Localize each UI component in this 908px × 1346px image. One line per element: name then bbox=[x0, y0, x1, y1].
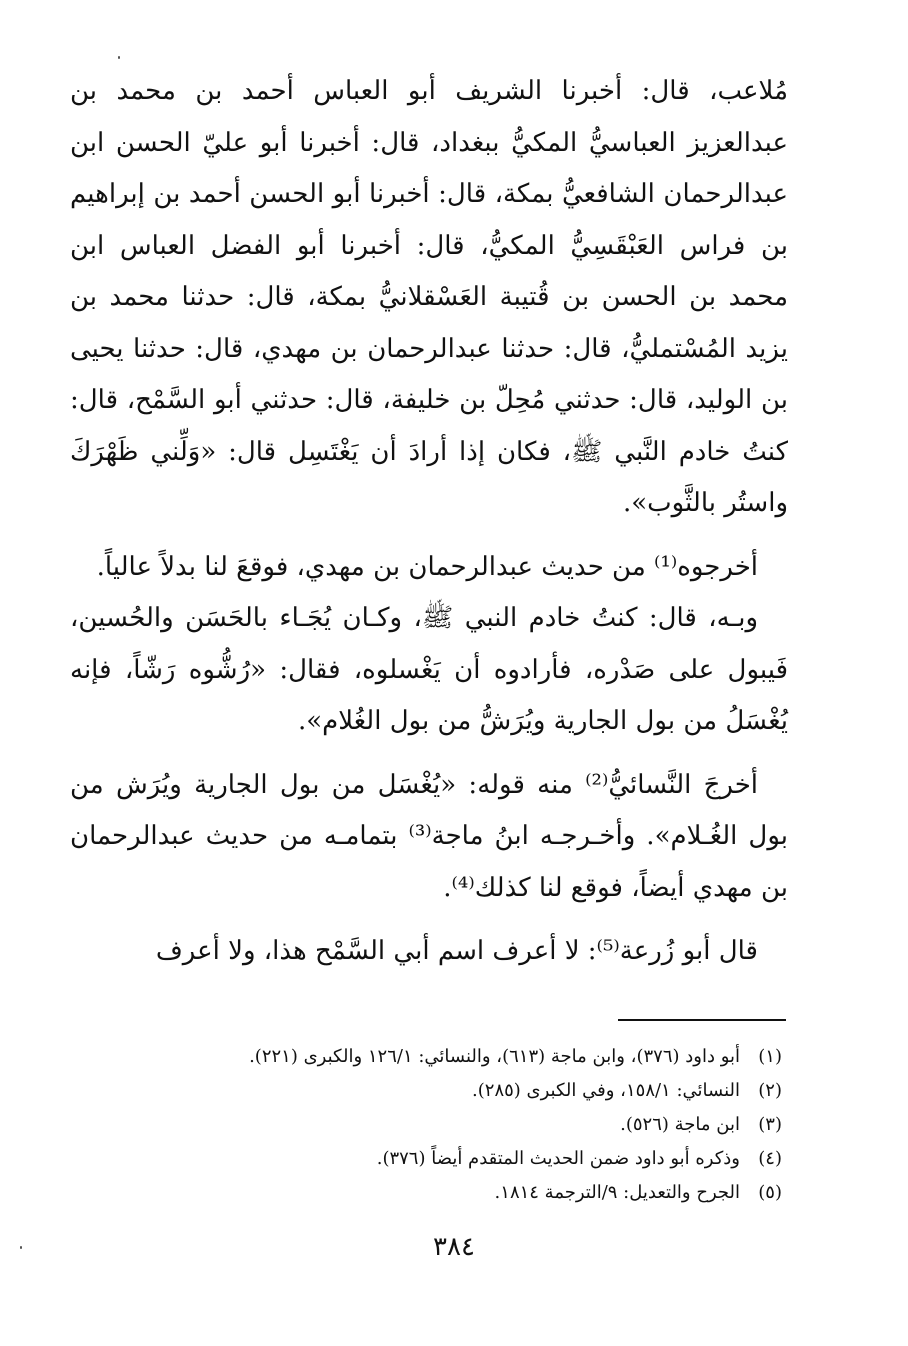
footnotes bbox=[100, 1040, 782, 1210]
paragraph-takhrij-1: أخرجوه⁽¹⁾ من حديث عبدالرحمان بن مهدي، فوقعَ لنا بدلاً عالياً. bbox=[96, 551, 758, 582]
footnote-item bbox=[100, 1108, 782, 1142]
scan-speck bbox=[20, 1246, 22, 1249]
footnote-number: (٤) bbox=[758, 1148, 782, 1169]
footnote-text: وذكره أبو داود ضمن الحديث المتقدم أيضاً (٣٧٦). bbox=[376, 1148, 740, 1169]
paragraph-abu-zura: قال أبو زُرعة⁽⁵⁾: لا أعرف اسم أبي السَّمْح هذا، ولا أعرف bbox=[155, 936, 758, 966]
paragraph-takhrij-2: أخرجَ النَّسائيُّ⁽²⁾ منه قوله: «يُغْسَل من بول الجارية ويُرَش من بول الغُـلام». وأخـرجـه ابنُ ماجة⁽³⁾ بتمامـه من حديث عبدالرحمان بن مهدي أيضاً، فوقع لنا كذلك⁽⁴⁾. bbox=[70, 769, 788, 903]
footnote-item bbox=[100, 1142, 782, 1176]
footnote-text: أبو داود (٣٧٦)، وابن ماجة (٦١٣)، والنسائي: ١٢٦/١ والكبرى (٢٢١). bbox=[249, 1046, 740, 1067]
footnote-item bbox=[100, 1074, 782, 1108]
scan-speck bbox=[118, 56, 120, 59]
footnote-item bbox=[100, 1040, 782, 1074]
footnote-text: ابن ماجة (٥٢٦). bbox=[620, 1114, 740, 1135]
footnote-number: (٢) bbox=[758, 1080, 782, 1101]
paragraph-hadith-2: وبـه، قال: كنتُ خادم النبي ﷺ، وكـان يُجَـاء بالحَسَن والحُسين، فَيبول على صَدْره، فأرادوه أن يَغْسلوه، فقال: «رُشُّوه رَشّاً، فإنه يُغْسَلُ من بول الجارية ويُرَشُّ من بول الغُلام». bbox=[70, 603, 788, 736]
footnote-number: (١) bbox=[758, 1046, 782, 1067]
paragraph-isnad: مُلاعب، قال: أخبرنا الشريف أبو العباس أحمد بن محمد بن عبدالعزيز العباسيُّ المكيُّ ببغداد، قال: أخبرنا أبو عليّ الحسن ابن عبدالرحمان الشافعيُّ بمكة، قال: أخبرنا أبو الحسن أحمد بن إبراهيم بن فراس العَبْقَسِيُّ المكيُّ، قال: أخبرنا أبو الفضل العباس ابن محمد بن الحسن بن قُتيبة العَسْقلانيُّ بمكة، قال: حدثنا محمد بن يزيد المُسْتمليُّ، قال: حدثنا عبدالرحمان بن مهدي، قال: حدثنا يحيى بن الوليد، قال: حدثني مُحِلّ بن خليفة، قال: حدثني أبو السَّمْح، قال: كنتُ خادم النَّبي ﷺ، فكان إذا أرادَ أن يَغْتَسِل قال: «وَلِّني ظَهْرَكَ واستُر بالثَّوب». bbox=[70, 76, 788, 518]
footnote-item bbox=[100, 1176, 782, 1210]
footnote-number: (٣) bbox=[758, 1114, 782, 1135]
main-text bbox=[70, 66, 788, 978]
footnote-text: الجرح والتعديل: ٩/الترجمة ١٨١٤. bbox=[494, 1182, 740, 1203]
footnote-text: النسائي: ١٥٨/١، وفي الكبرى (٢٨٥). bbox=[472, 1080, 740, 1101]
footnote-divider bbox=[618, 1019, 786, 1021]
footnote-number: (٥) bbox=[758, 1182, 782, 1203]
page-number: ٣٨٤ bbox=[433, 1232, 475, 1262]
